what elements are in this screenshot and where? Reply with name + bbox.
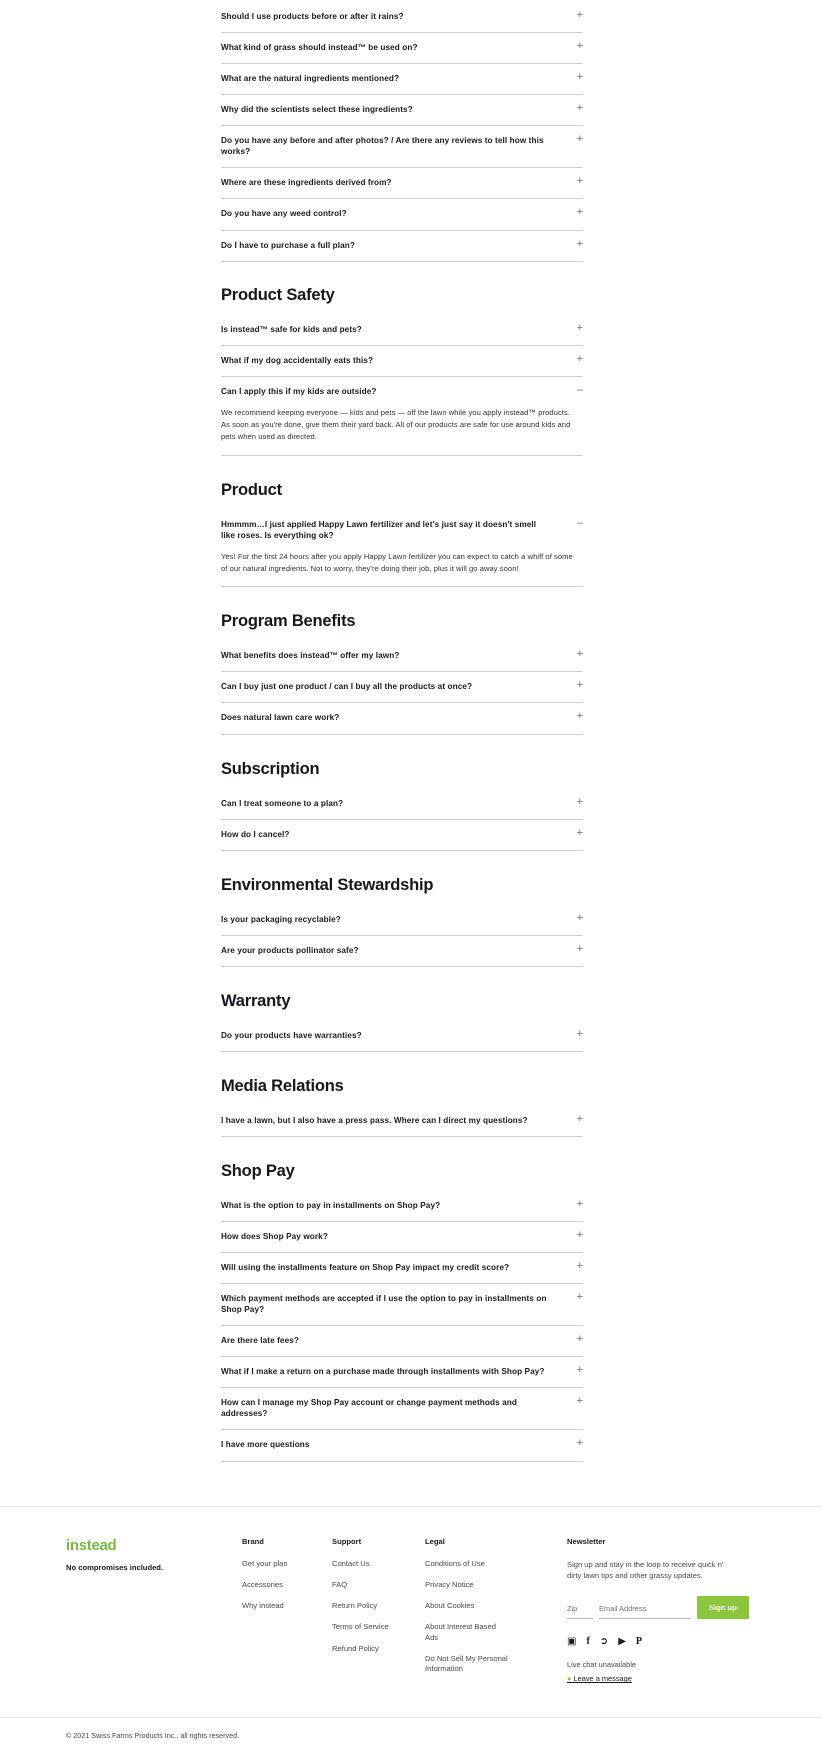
faq-question[interactable]: Can I buy just one product / can I buy all the products at once?: [221, 682, 473, 692]
faq-section-title: Media Relations: [221, 1076, 344, 1095]
chat-status: Live chat unavailable: [567, 1660, 637, 1670]
faq-top-list: [221, 0, 583, 262]
copyright: © 2021 Swiss Farms Products Inc., all rights reserved.: [0, 1717, 822, 1756]
plus-icon[interactable]: +: [576, 911, 583, 924]
faq-section-title: Environmental Stewardship: [221, 875, 434, 894]
chat-dot-icon: ●: [567, 1674, 572, 1684]
faq-item: [221, 346, 583, 377]
faq-item: [221, 231, 583, 262]
plus-icon[interactable]: +: [576, 1228, 583, 1241]
plus-icon[interactable]: +: [576, 352, 583, 365]
faq-question-row[interactable]: [221, 315, 583, 345]
footer-brand: [66, 1537, 242, 1572]
footer-column-heading: Legal: [425, 1536, 445, 1546]
faq-question-row[interactable]: [221, 820, 583, 850]
plus-icon[interactable]: +: [576, 1027, 583, 1040]
footer-link[interactable]: Why instead: [242, 1601, 284, 1611]
site-footer: [0, 1506, 822, 1756]
footer-link[interactable]: Get your plan: [242, 1558, 288, 1568]
faq-question-row[interactable]: [221, 1430, 583, 1460]
instagram-icon[interactable]: ▣: [567, 1636, 577, 1648]
faq-section: [221, 992, 583, 1052]
faq-item: [221, 641, 583, 672]
faq-item: [221, 168, 583, 199]
faq-item: [221, 1326, 583, 1357]
footer-link[interactable]: Contact Us: [332, 1558, 370, 1568]
plus-icon[interactable]: +: [576, 1364, 583, 1377]
faq-question-row[interactable]: [221, 936, 583, 966]
faq-item: [221, 1430, 583, 1461]
faq-question[interactable]: Does natural lawn care work?: [221, 713, 340, 723]
faq-section: [221, 1077, 583, 1137]
faq-sections: [221, 286, 583, 1462]
faq-section-title: Warranty: [221, 991, 291, 1010]
minus-icon[interactable]: –: [576, 516, 583, 529]
newsletter-description: Sign up and stay in the loop to receive quick n' dirty lawn tips and other grassy updates.: [567, 1559, 724, 1581]
plus-icon[interactable]: +: [576, 40, 583, 53]
faq-question-row[interactable]: [221, 905, 583, 935]
plus-icon[interactable]: +: [576, 648, 583, 661]
plus-icon[interactable]: +: [576, 175, 583, 188]
plus-icon[interactable]: +: [576, 826, 583, 839]
faq-item: [221, 789, 583, 820]
faq-item: [221, 1357, 583, 1388]
footer-column-heading: Brand: [242, 1536, 264, 1546]
faq-question[interactable]: Are there late fees?: [221, 1336, 299, 1346]
plus-icon[interactable]: +: [576, 1395, 583, 1408]
faq-item: [221, 33, 583, 64]
faq-section: [221, 760, 583, 851]
footer-link[interactable]: Do Not Sell My Personal Information: [425, 1653, 508, 1674]
plus-icon[interactable]: +: [576, 710, 583, 723]
footer-link[interactable]: Refund Policy: [332, 1643, 379, 1653]
faq-question[interactable]: What are the natural ingredients mentioned?: [221, 74, 400, 84]
faq-question[interactable]: What if I make a return on a purchase made through installments with Shop Pay?: [221, 1367, 545, 1377]
faq-section-title: Subscription: [221, 759, 320, 778]
faq-question-row[interactable]: [221, 346, 583, 376]
faq-item: [221, 95, 583, 126]
faq-item: [221, 315, 583, 346]
faq-question[interactable]: Should I use products before or after it rains?: [221, 12, 404, 21]
faq-question-row[interactable]: [221, 126, 583, 167]
plus-icon[interactable]: +: [576, 102, 583, 115]
faq-item: [221, 199, 583, 230]
faq-question[interactable]: Is instead™ safe for kids and pets?: [221, 324, 362, 334]
faq-question[interactable]: Are your products pollinator safe?: [221, 945, 359, 955]
faq-question-row[interactable]: [221, 703, 583, 733]
faq-question-row[interactable]: [221, 1106, 583, 1136]
faq-question-row[interactable]: [221, 168, 583, 198]
social-links: [567, 1637, 767, 1647]
faq-section-title: Shop Pay: [221, 1161, 295, 1180]
plus-icon[interactable]: +: [576, 679, 583, 692]
footer-link[interactable]: FAQ: [332, 1579, 348, 1589]
faq-section-title: Program Benefits: [221, 612, 356, 631]
faq-section: [221, 1162, 583, 1462]
youtube-icon[interactable]: ▶: [618, 1636, 626, 1648]
faq-item: [221, 1388, 583, 1430]
faq-question[interactable]: What if my dog accidentally eats this?: [221, 355, 374, 365]
chat-link-row[interactable]: [567, 1674, 767, 1683]
faq-item: [221, 1106, 583, 1137]
footer-column-support: [332, 1537, 425, 1665]
faq-question[interactable]: I have more questions: [221, 1440, 310, 1450]
faq-item: [221, 1284, 583, 1326]
faq-question[interactable]: What benefits does instead™ offer my lawn?: [221, 651, 400, 661]
footer-column-brand: [242, 1537, 332, 1623]
faq-question-row[interactable]: [221, 789, 583, 819]
footer-column-legal: [425, 1537, 567, 1686]
faq-section-title: Product: [221, 480, 282, 499]
footer-link[interactable]: Privacy Notice: [425, 1579, 474, 1589]
chat-link-label[interactable]: Leave a message: [573, 1674, 632, 1684]
faq-question[interactable]: Will using the installments feature on Shop Pay impact my credit score?: [221, 1263, 510, 1273]
faq-question-row[interactable]: [221, 2, 583, 32]
faq-question[interactable]: Why did the scientists select these ingredients?: [221, 105, 413, 115]
faq-item: [221, 126, 583, 168]
twitter-icon[interactable]: ➲: [599, 1636, 609, 1648]
footer-link[interactable]: Terms of Service: [332, 1622, 389, 1632]
faq-question-row[interactable]: [221, 1021, 583, 1051]
faq-question[interactable]: How can I manage my Shop Pay account or change payment methods and addresses?: [221, 1398, 517, 1419]
signup-button[interactable]: Sign up: [697, 1596, 749, 1619]
faq-section-title: Product Safety: [221, 285, 335, 304]
faq-question[interactable]: Do your products have warranties?: [221, 1030, 362, 1040]
plus-icon[interactable]: +: [576, 1437, 583, 1450]
faq-question-row[interactable]: [221, 1326, 583, 1356]
plus-icon[interactable]: +: [576, 1333, 583, 1346]
footer-link[interactable]: About Interest Based Ads: [425, 1622, 496, 1642]
plus-icon[interactable]: +: [576, 795, 583, 808]
faq-question[interactable]: How does Shop Pay work?: [221, 1231, 328, 1241]
plus-icon[interactable]: +: [576, 1260, 583, 1273]
faq-question-row[interactable]: [221, 510, 583, 551]
plus-icon[interactable]: +: [576, 1112, 583, 1125]
plus-icon[interactable]: +: [576, 1291, 583, 1304]
faq-item: [221, 936, 583, 967]
footer-link[interactable]: Accessories: [242, 1579, 283, 1589]
faq-question-row[interactable]: [221, 1191, 583, 1221]
faq-question[interactable]: I have a lawn, but I also have a press pass. Where can I direct my questions?: [221, 1115, 528, 1125]
faq-section: [221, 481, 583, 588]
facebook-icon[interactable]: f: [586, 1636, 590, 1648]
faq-item: [221, 1191, 583, 1222]
footer-tagline: No compromises included.: [66, 1562, 164, 1572]
footer-link[interactable]: About Cookies: [425, 1601, 475, 1611]
faq-question-row[interactable]: [221, 641, 583, 671]
faq-question-row[interactable]: [221, 1222, 583, 1252]
faq-question[interactable]: Hmmmm…I just applied Happy Lawn fertilizer and let's just say it doesn't smell like roses. Is everything ok?: [221, 519, 537, 540]
faq-question-row[interactable]: [221, 1388, 583, 1429]
faq-section: [221, 612, 583, 734]
faq-question[interactable]: What is the option to pay in installments on Shop Pay?: [221, 1200, 441, 1210]
faq-question[interactable]: How do I cancel?: [221, 829, 290, 839]
footer-link[interactable]: Return Policy: [332, 1601, 378, 1611]
faq-question[interactable]: Which payment methods are accepted if I use the option to pay in installments on Shop Pay?: [221, 1294, 547, 1315]
footer-column-heading: Support: [332, 1536, 362, 1546]
footer-link[interactable]: Conditions of Use: [425, 1558, 485, 1568]
faq-item: [221, 820, 583, 851]
faq-question[interactable]: What kind of grass should instead™ be used on?: [221, 43, 418, 53]
faq-question[interactable]: Do you have any weed control?: [221, 209, 347, 219]
faq-question[interactable]: Can I apply this if my kids are outside?: [221, 386, 377, 396]
faq-question-row[interactable]: [221, 33, 583, 63]
faq-item: [221, 703, 583, 734]
faq-item: [221, 905, 583, 936]
plus-icon[interactable]: +: [576, 206, 583, 219]
pinterest-icon[interactable]: P: [635, 1636, 642, 1648]
faq-item: [221, 1253, 583, 1284]
faq-content: [221, 0, 583, 1462]
faq-question-row[interactable]: [221, 64, 583, 94]
plus-icon[interactable]: +: [576, 133, 583, 146]
faq-question-row[interactable]: [221, 1357, 583, 1387]
faq-question-row[interactable]: [221, 231, 583, 261]
newsletter-heading: Newsletter: [567, 1536, 606, 1546]
faq-question-row[interactable]: [221, 672, 583, 702]
faq-question-row[interactable]: [221, 1284, 583, 1325]
faq-section: [221, 876, 583, 967]
faq-question-row[interactable]: [221, 377, 583, 407]
faq-question[interactable]: Do you have any before and after photos? / Are there any reviews to tell how this works?: [221, 136, 544, 157]
faq-question[interactable]: Do I have to purchase a full plan?: [221, 240, 355, 250]
faq-item: [221, 510, 583, 588]
plus-icon[interactable]: +: [576, 9, 583, 21]
faq-question[interactable]: Can I treat someone to a plan?: [221, 798, 344, 808]
footer-logo: instead: [66, 1536, 117, 1554]
faq-answer: We recommend keeping everyone — kids and pets — off the lawn while you apply instead™ products. As soon as you're done, give them their yard back. All of our products are safe for use around kids and pets when used as directed.: [221, 407, 571, 442]
footer-newsletter: [567, 1537, 767, 1684]
faq-question-row[interactable]: [221, 199, 583, 229]
zip-input[interactable]: [567, 1604, 593, 1619]
faq-question[interactable]: Where are these ingredients derived from?: [221, 178, 392, 188]
faq-answer: Yes! For the first 24 hours after you apply Happy Lawn fertilizer you can expect to catch a whiff of some of our natural ingredients. Not to worry, they're doing their job, plus it will go away soon!: [221, 551, 573, 574]
plus-icon[interactable]: +: [576, 321, 583, 334]
faq-question-row[interactable]: [221, 95, 583, 125]
minus-icon[interactable]: –: [576, 383, 583, 396]
faq-item: [221, 1021, 583, 1052]
faq-item: [221, 377, 583, 456]
plus-icon[interactable]: +: [576, 237, 583, 250]
faq-section: [221, 286, 583, 456]
plus-icon[interactable]: +: [576, 71, 583, 84]
faq-item: [221, 2, 583, 33]
faq-item: [221, 1222, 583, 1253]
plus-icon[interactable]: +: [576, 1197, 583, 1210]
faq-question-row[interactable]: [221, 1253, 583, 1283]
email-input[interactable]: [599, 1604, 691, 1619]
faq-question[interactable]: Is your packaging recyclable?: [221, 914, 341, 924]
faq-item: [221, 64, 583, 95]
faq-item: [221, 672, 583, 703]
plus-icon[interactable]: +: [576, 942, 583, 955]
